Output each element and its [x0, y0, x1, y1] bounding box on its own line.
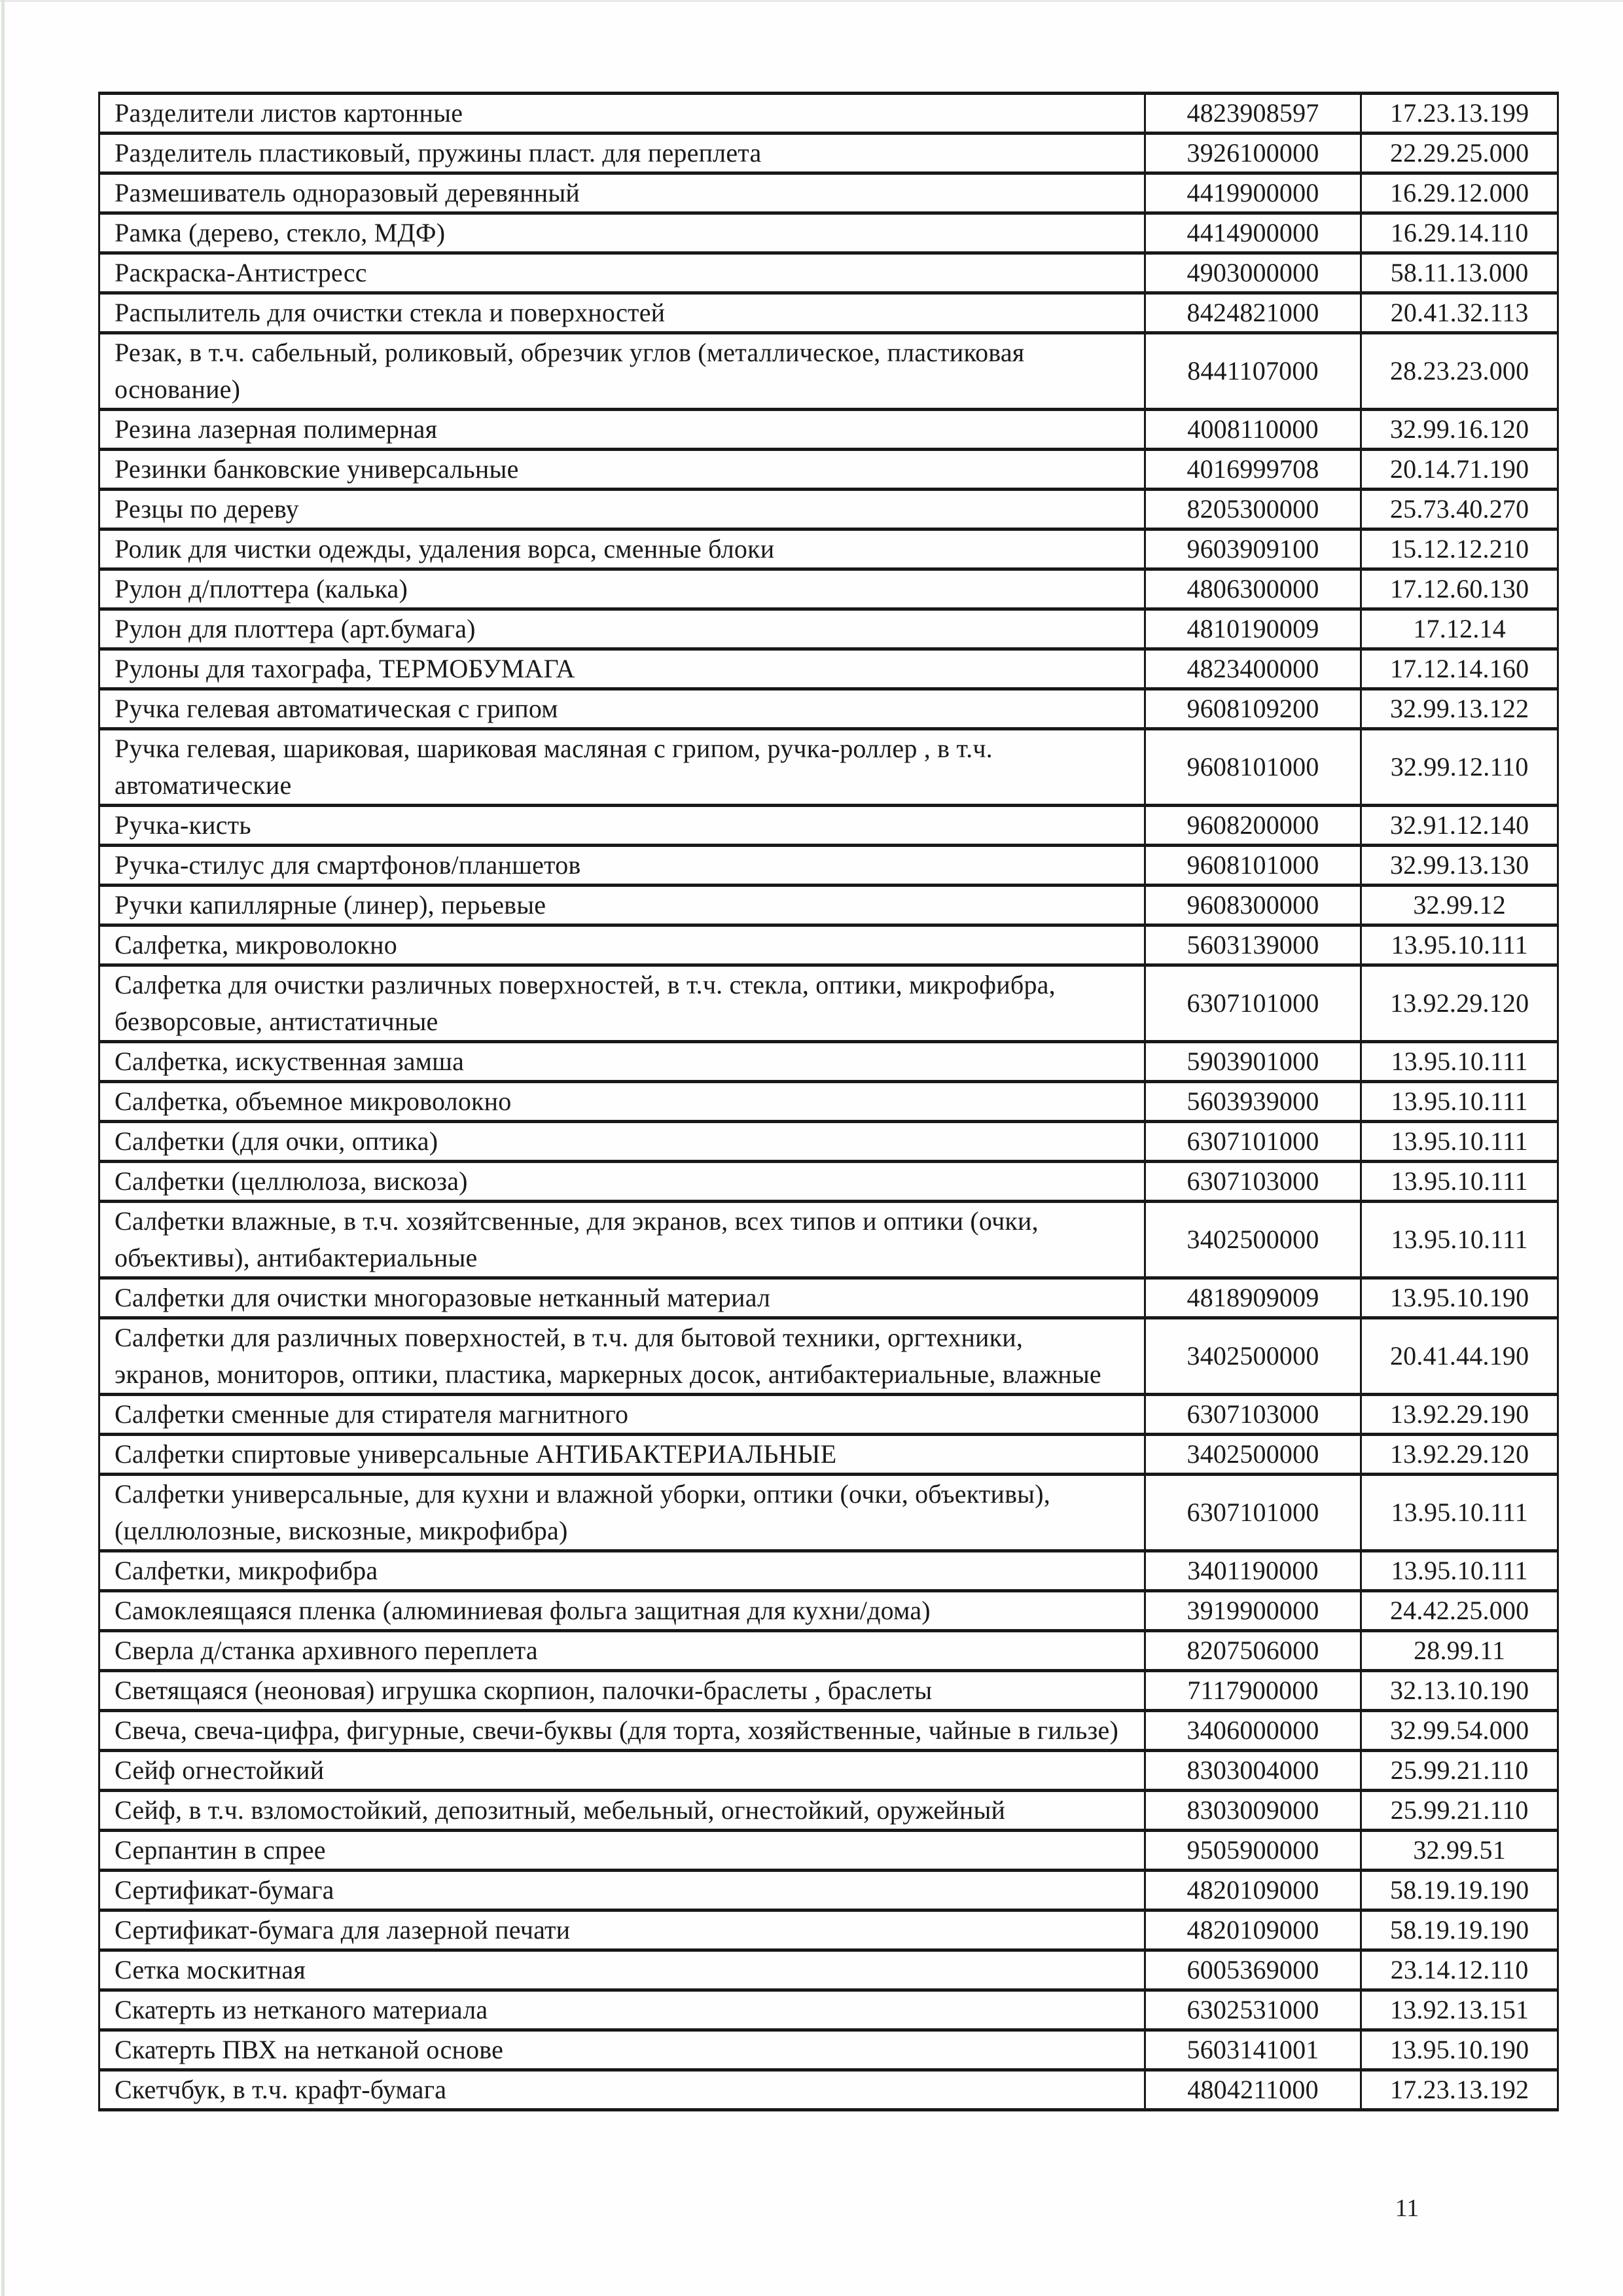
table-row — [99, 886, 1558, 925]
customs-code-cell: 9608300000 — [1145, 886, 1361, 925]
product-name-cell: Ручка гелевая, шариковая, шариковая масляная с грипом, ручка-роллер , в т.ч. автоматические — [99, 729, 1145, 806]
product-name-cell: Ручки капиллярные (линер), перьевые — [99, 886, 1145, 925]
table-row — [99, 1082, 1558, 1122]
product-classification-table — [98, 92, 1559, 2111]
classification-code-cell: 17.12.60.130 — [1361, 569, 1558, 609]
table-row — [99, 173, 1558, 213]
product-name-cell: Салфетки спиртовые универсальные АНТИБАКТЕРИАЛЬНЫЕ — [99, 1435, 1145, 1475]
customs-code-cell: 4016999708 — [1145, 450, 1361, 490]
classification-code-cell: 58.19.19.190 — [1361, 1910, 1558, 1950]
customs-code-cell: 4804211000 — [1145, 2070, 1361, 2110]
table-row — [99, 94, 1558, 134]
product-name-cell: Размешиватель одноразовый деревянный — [99, 173, 1145, 213]
table-row — [99, 925, 1558, 965]
product-name-cell: Ручка гелевая автоматическая с грипом — [99, 689, 1145, 729]
product-name-cell: Самоклеящаяся пленка (алюминиевая фольга защитная для кухни/дома) — [99, 1591, 1145, 1631]
product-name-cell: Скатерть из нетканого материала — [99, 1990, 1145, 2030]
product-name-cell: Разделители листов картонные — [99, 94, 1145, 134]
product-name-cell: Скатерть ПВХ на нетканой основе — [99, 2030, 1145, 2070]
table-row — [99, 529, 1558, 569]
classification-code-cell: 32.99.12.110 — [1361, 729, 1558, 806]
classification-code-cell: 13.95.10.111 — [1361, 925, 1558, 965]
table-row — [99, 1475, 1558, 1551]
classification-code-cell: 32.99.12 — [1361, 886, 1558, 925]
product-name-cell: Раскраска-Антистресс — [99, 253, 1145, 293]
customs-code-cell: 4820109000 — [1145, 1871, 1361, 1910]
classification-code-cell: 13.95.10.190 — [1361, 2030, 1558, 2070]
product-name-cell: Сетка москитная — [99, 1950, 1145, 1990]
customs-code-cell: 6302531000 — [1145, 1990, 1361, 2030]
table-row — [99, 1042, 1558, 1082]
table-row — [99, 1435, 1558, 1475]
product-name-cell: Салфетки универсальные, для кухни и влажной уборки, оптики (очки, объективы), (целлюлозные, вискозные, микрофибра) — [99, 1475, 1145, 1551]
table-row — [99, 2030, 1558, 2070]
customs-code-cell: 8441107000 — [1145, 333, 1361, 410]
classification-code-cell: 13.95.10.111 — [1361, 1122, 1558, 1162]
classification-code-cell: 17.23.13.199 — [1361, 94, 1558, 134]
table-row — [99, 450, 1558, 490]
customs-code-cell: 3406000000 — [1145, 1711, 1361, 1751]
table-row — [99, 1551, 1558, 1591]
classification-code-cell: 28.23.23.000 — [1361, 333, 1558, 410]
classification-code-cell: 13.92.29.120 — [1361, 1435, 1558, 1475]
product-name-cell: Салфетки (целлюлоза, вискоза) — [99, 1162, 1145, 1202]
product-name-cell: Сейф, в т.ч. взломостойкий, депозитный, мебельный, огнестойкий, оружейный — [99, 1791, 1145, 1831]
customs-code-cell: 8303004000 — [1145, 1751, 1361, 1791]
table-row — [99, 1671, 1558, 1711]
classification-code-cell: 13.92.29.120 — [1361, 965, 1558, 1042]
table-row — [99, 609, 1558, 649]
customs-code-cell: 8207506000 — [1145, 1631, 1361, 1671]
product-name-cell: Салфетки влажные, в т.ч. хозяйтсвенные, для экранов, всех типов и оптики (очки, объективы), антибактериальные — [99, 1202, 1145, 1278]
classification-code-cell: 32.91.12.140 — [1361, 806, 1558, 846]
table-row — [99, 490, 1558, 529]
table-row — [99, 1831, 1558, 1871]
product-name-cell: Салфетка для очистки различных поверхностей, в т.ч. стекла, оптики, микрофибра, безворсовые, антистатичные — [99, 965, 1145, 1042]
classification-code-cell: 13.95.10.111 — [1361, 1202, 1558, 1278]
product-name-cell: Распылитель для очистки стекла и поверхностей — [99, 293, 1145, 333]
customs-code-cell: 6307101000 — [1145, 1475, 1361, 1551]
customs-code-cell: 3926100000 — [1145, 134, 1361, 173]
table-row — [99, 569, 1558, 609]
product-name-cell: Ролик для чистки одежды, удаления ворса, сменные блоки — [99, 529, 1145, 569]
customs-code-cell: 4818909009 — [1145, 1278, 1361, 1318]
customs-code-cell: 6307103000 — [1145, 1395, 1361, 1435]
classification-code-cell: 25.73.40.270 — [1361, 490, 1558, 529]
product-name-cell: Салфетки для очистки многоразовые нетканный материал — [99, 1278, 1145, 1318]
product-name-cell: Салфетка, искуственная замша — [99, 1042, 1145, 1082]
product-name-cell: Сверла д/станка архивного переплета — [99, 1631, 1145, 1671]
classification-code-cell: 20.14.71.190 — [1361, 450, 1558, 490]
product-name-cell: Свеча, свеча-цифра, фигурные, свечи-буквы (для торта, хозяйственные, чайные в гильзе) — [99, 1711, 1145, 1751]
classification-code-cell: 20.41.32.113 — [1361, 293, 1558, 333]
scan-left-edge-artifact — [1, 0, 5, 2296]
classification-code-cell: 32.99.16.120 — [1361, 410, 1558, 450]
table-row — [99, 1631, 1558, 1671]
customs-code-cell: 5603939000 — [1145, 1082, 1361, 1122]
product-name-cell: Резинки банковские универсальные — [99, 450, 1145, 490]
classification-code-cell: 23.14.12.110 — [1361, 1950, 1558, 1990]
customs-code-cell: 4810190009 — [1145, 609, 1361, 649]
customs-code-cell: 8303009000 — [1145, 1791, 1361, 1831]
table-row — [99, 1395, 1558, 1435]
customs-code-cell: 4823908597 — [1145, 94, 1361, 134]
table-row — [99, 1950, 1558, 1990]
product-name-cell: Рулон для плоттера (арт.бумага) — [99, 609, 1145, 649]
table-row — [99, 134, 1558, 173]
classification-code-cell: 32.99.54.000 — [1361, 1711, 1558, 1751]
customs-code-cell: 6005369000 — [1145, 1950, 1361, 1990]
classification-code-cell: 32.99.13.130 — [1361, 846, 1558, 886]
classification-code-cell: 16.29.14.110 — [1361, 213, 1558, 253]
table-row — [99, 293, 1558, 333]
classification-code-cell: 13.92.13.151 — [1361, 1990, 1558, 2030]
classification-code-cell: 13.95.10.111 — [1361, 1162, 1558, 1202]
classification-code-cell: 22.29.25.000 — [1361, 134, 1558, 173]
table-row — [99, 333, 1558, 410]
product-name-cell: Резина лазерная полимерная — [99, 410, 1145, 450]
customs-code-cell: 6307101000 — [1145, 1122, 1361, 1162]
product-name-cell: Ручка-стилус для смартфонов/планшетов — [99, 846, 1145, 886]
product-name-cell: Разделитель пластиковый, пружины пласт. для переплета — [99, 134, 1145, 173]
product-name-cell: Ручка-кисть — [99, 806, 1145, 846]
table-row — [99, 846, 1558, 886]
scan-top-edge-artifact — [0, 0, 1623, 2]
customs-code-cell: 3402500000 — [1145, 1318, 1361, 1395]
product-name-cell: Рамка (дерево, стекло, МДФ) — [99, 213, 1145, 253]
table-row — [99, 213, 1558, 253]
table-row — [99, 1751, 1558, 1791]
classification-code-cell: 16.29.12.000 — [1361, 173, 1558, 213]
product-name-cell: Салфетка, микроволокно — [99, 925, 1145, 965]
customs-code-cell: 7117900000 — [1145, 1671, 1361, 1711]
customs-code-cell: 4419900000 — [1145, 173, 1361, 213]
product-name-cell: Скетчбук, в т.ч. крафт-бумага — [99, 2070, 1145, 2110]
table-row — [99, 1591, 1558, 1631]
table-row — [99, 410, 1558, 450]
customs-code-cell: 6307103000 — [1145, 1162, 1361, 1202]
table-row — [99, 729, 1558, 806]
customs-code-cell: 5603141001 — [1145, 2030, 1361, 2070]
table-row — [99, 689, 1558, 729]
classification-code-cell: 15.12.12.210 — [1361, 529, 1558, 569]
classification-code-cell: 13.92.29.190 — [1361, 1395, 1558, 1435]
customs-code-cell: 5603139000 — [1145, 925, 1361, 965]
product-name-cell: Салфетка, объемное микроволокно — [99, 1082, 1145, 1122]
customs-code-cell: 3402500000 — [1145, 1435, 1361, 1475]
classification-code-cell: 28.99.11 — [1361, 1631, 1558, 1671]
product-name-cell: Салфетки сменные для стирателя магнитного — [99, 1395, 1145, 1435]
product-name-cell: Сертификат-бумага для лазерной печати — [99, 1910, 1145, 1950]
table-row — [99, 1278, 1558, 1318]
table-row — [99, 1318, 1558, 1395]
page-number: 11 — [1395, 2195, 1419, 2222]
customs-code-cell: 9608101000 — [1145, 846, 1361, 886]
customs-code-cell: 9505900000 — [1145, 1831, 1361, 1871]
customs-code-cell: 8205300000 — [1145, 490, 1361, 529]
product-name-cell: Сейф огнестойкий — [99, 1751, 1145, 1791]
product-name-cell: Светящаяся (неоновая) игрушка скорпион, палочки-браслеты , браслеты — [99, 1671, 1145, 1711]
table-row — [99, 1202, 1558, 1278]
product-name-cell: Серпантин в спрее — [99, 1831, 1145, 1871]
table-row — [99, 1162, 1558, 1202]
product-name-cell: Салфетки, микрофибра — [99, 1551, 1145, 1591]
customs-code-cell: 3402500000 — [1145, 1202, 1361, 1278]
table-row — [99, 1791, 1558, 1831]
classification-code-cell: 13.95.10.111 — [1361, 1042, 1558, 1082]
product-name-cell: Салфетки (для очки, оптика) — [99, 1122, 1145, 1162]
classification-code-cell: 32.13.10.190 — [1361, 1671, 1558, 1711]
customs-code-cell: 5903901000 — [1145, 1042, 1361, 1082]
table-row — [99, 1990, 1558, 2030]
classification-code-cell: 17.12.14.160 — [1361, 649, 1558, 689]
table-row — [99, 649, 1558, 689]
customs-code-cell: 9603909100 — [1145, 529, 1361, 569]
product-name-cell: Резцы по дереву — [99, 490, 1145, 529]
customs-code-cell: 4823400000 — [1145, 649, 1361, 689]
table-row — [99, 965, 1558, 1042]
table-body — [99, 94, 1558, 2110]
table-row — [99, 1711, 1558, 1751]
classification-code-cell: 17.23.13.192 — [1361, 2070, 1558, 2110]
customs-code-cell: 3919900000 — [1145, 1591, 1361, 1631]
table-row — [99, 1122, 1558, 1162]
classification-code-cell: 13.95.10.111 — [1361, 1551, 1558, 1591]
classification-code-cell: 25.99.21.110 — [1361, 1791, 1558, 1831]
customs-code-cell: 9608101000 — [1145, 729, 1361, 806]
customs-code-cell: 9608200000 — [1145, 806, 1361, 846]
customs-code-cell: 6307101000 — [1145, 965, 1361, 1042]
table-row — [99, 253, 1558, 293]
classification-code-cell: 13.95.10.111 — [1361, 1475, 1558, 1551]
customs-code-cell: 8424821000 — [1145, 293, 1361, 333]
classification-code-cell: 32.99.51 — [1361, 1831, 1558, 1871]
classification-code-cell: 58.19.19.190 — [1361, 1871, 1558, 1910]
product-name-cell: Салфетки для различных поверхностей, в т.ч. для бытовой техники, оргтехники, экранов, мониторов, оптики, пластика, маркерных досок, антибактериальные, влажные — [99, 1318, 1145, 1395]
customs-code-cell: 9608109200 — [1145, 689, 1361, 729]
product-name-cell: Рулон д/плоттера (калька) — [99, 569, 1145, 609]
customs-code-cell: 3401190000 — [1145, 1551, 1361, 1591]
classification-code-cell: 13.95.10.111 — [1361, 1082, 1558, 1122]
table-row — [99, 1871, 1558, 1910]
classification-code-cell: 25.99.21.110 — [1361, 1751, 1558, 1791]
customs-code-cell: 4414900000 — [1145, 213, 1361, 253]
classification-code-cell: 17.12.14 — [1361, 609, 1558, 649]
table-row — [99, 2070, 1558, 2110]
table-row — [99, 1910, 1558, 1950]
classification-code-cell: 24.42.25.000 — [1361, 1591, 1558, 1631]
customs-code-cell: 4820109000 — [1145, 1910, 1361, 1950]
classification-code-cell: 13.95.10.190 — [1361, 1278, 1558, 1318]
classification-code-cell: 58.11.13.000 — [1361, 253, 1558, 293]
customs-code-cell: 4008110000 — [1145, 410, 1361, 450]
product-name-cell: Рулоны для тахографа, ТЕРМОБУМАГА — [99, 649, 1145, 689]
product-name-cell: Резак, в т.ч. сабельный, роликовый, обрезчик углов (металлическое, пластиковая основание) — [99, 333, 1145, 410]
customs-code-cell: 4806300000 — [1145, 569, 1361, 609]
customs-code-cell: 4903000000 — [1145, 253, 1361, 293]
classification-code-cell: 32.99.13.122 — [1361, 689, 1558, 729]
table-row — [99, 806, 1558, 846]
classification-code-cell: 20.41.44.190 — [1361, 1318, 1558, 1395]
product-name-cell: Сертификат-бумага — [99, 1871, 1145, 1910]
